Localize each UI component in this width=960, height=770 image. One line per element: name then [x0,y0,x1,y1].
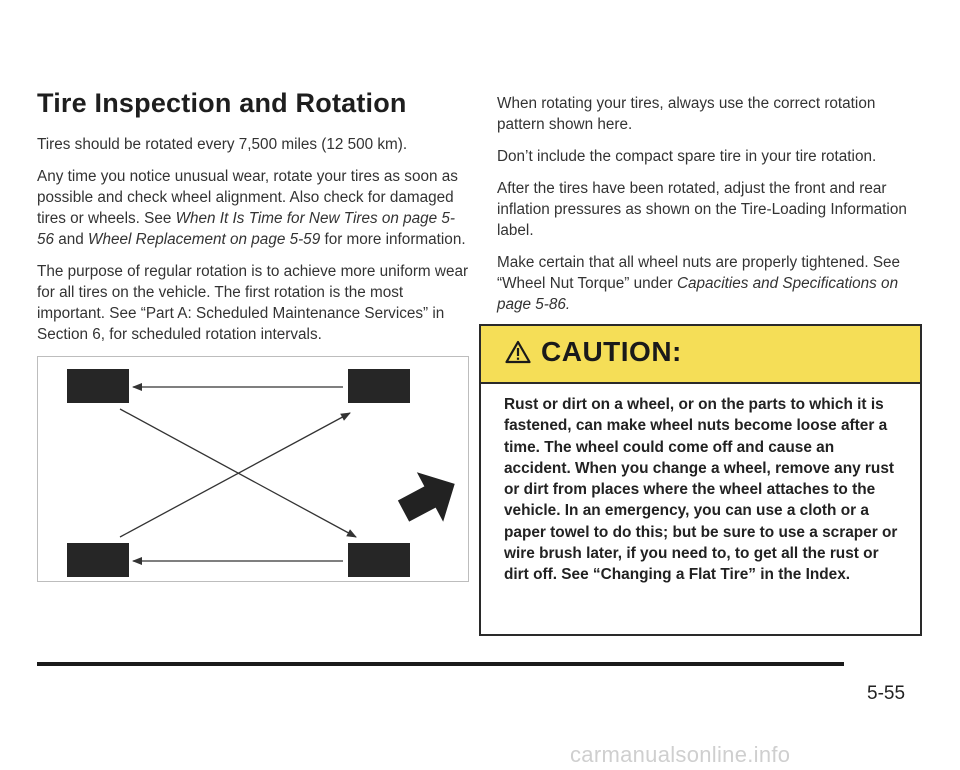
right-column [497,93,927,326]
inflation-pressure-text: After the tires have been rotated, adjust the front and rear inflation pressures as shown on the Tire-Loading Information label. [497,180,907,239]
page-number: 5-55 [867,683,906,704]
caution-text: Rust or dirt on a wheel, or on the parts to which it is fastened, can make wheel nuts become loose after a time. The wheel could come off and cause an accident. When you change a wheel, remove any rust or dirt from places where the wheel attaches to the vehicle. In an emergency, you can use a cloth or a paper towel to do this; but be sure to use a scraper or wire brush later, if you need to, to get all the rust or dirt off. See “Changing a Flat Tire” in the Index. [504,396,898,584]
unusual-wear-paragraph [37,166,469,250]
caution-title: CAUTION: [541,336,682,367]
rotation-pattern-drawing [38,357,470,583]
caution-title-row [505,336,682,368]
section-heading: Tire Inspection and Rotation [37,88,407,118]
tire-rotation-diagram [37,356,469,582]
tire-rear-left [67,543,129,577]
footer-watermark: carmanualsonline.info [570,742,791,767]
tire-rear-right [348,543,410,577]
warning-triangle-icon [505,340,531,364]
rotation-pattern-text: When rotating your tires, always use the correct rotation pattern shown here. [497,95,876,133]
spare-tire-text: Don’t include the compact spare tire in your tire rotation. [497,148,877,165]
more-info-text: for more information. [320,231,466,248]
tire-front-left [67,369,129,403]
caution-header [481,326,920,384]
conjunction-text: and [54,231,89,248]
wheel-nuts-text: Make certain that all wheel nuts are properly tightened. See “Wheel Nut Torque” under [497,254,901,292]
wheel-nuts-paragraph [497,252,927,315]
tire-front-right [348,369,410,403]
rotation-purpose-text: The purpose of regular rotation is to achieve more uniform wear for all tires on the vehicle. The first rotation is the most important. See “Part A: Scheduled Maintenance Services” in Section 6, for scheduled rotation intervals. [37,263,469,343]
footer-rule [37,662,844,666]
left-column [37,88,469,356]
wheel-replacement-reference: Wheel Replacement on page 5-59 [88,231,321,248]
rotation-interval-text: Tires should be rotated every 7,500 miles (12 500 km). [37,136,408,153]
new-tires-reference: When It Is Time for New Tires on page 5-56 [37,210,456,248]
caution-box [479,324,922,636]
forward-arrow-icon [390,459,468,536]
capacities-reference: Capacities and Specifications on page 5-86. [497,275,899,313]
arrow-rear-left-to-front-right [120,413,350,537]
unusual-wear-text: Any time you notice unusual wear, rotate your tires as soon as possible and check wheel alignment. Also check for damaged tires or wheels. See [37,168,458,227]
